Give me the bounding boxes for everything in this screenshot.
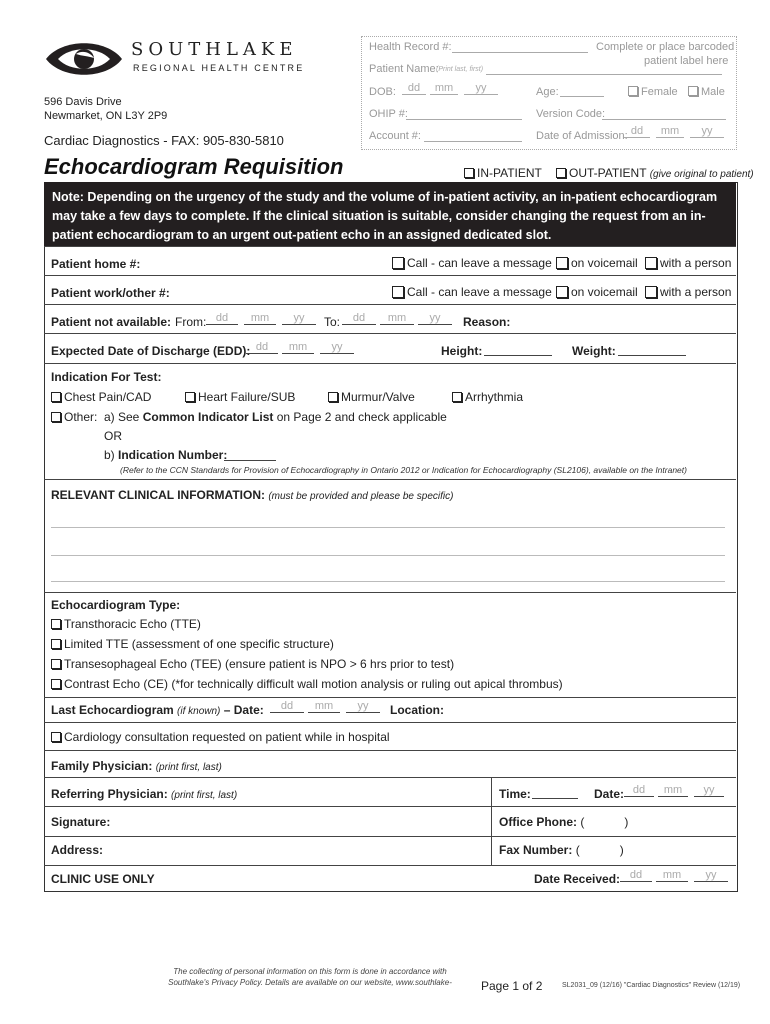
murmur-valve-label: Murmur/Valve xyxy=(341,390,415,404)
family-physician-label: Family Physician: xyxy=(51,759,153,773)
barcode-note-2: patient label here xyxy=(644,55,729,67)
patient-home-label: Patient home #: xyxy=(51,257,141,271)
indication-reference: (Refer to the CCN Standards for Provision of Echocardiography in Ontario 2012 or Indication for Echocardiography (SL2106), available on the Intranet) xyxy=(120,465,687,475)
reason-label: Reason: xyxy=(463,315,511,329)
clinical-info-label: RELEVANT CLINICAL INFORMATION: xyxy=(51,488,265,502)
family-physician-hint: (print first, last) xyxy=(155,762,222,773)
admission-dd[interactable]: dd xyxy=(624,125,650,138)
family-physician-heading xyxy=(51,759,222,773)
address-row xyxy=(44,836,736,865)
received-dd[interactable]: dd xyxy=(620,869,652,882)
heart-failure-checkbox[interactable] xyxy=(185,390,295,404)
privacy-line-1: The collecting of personal information on this form is done in accordance with xyxy=(173,967,447,976)
location-label: Location: xyxy=(390,703,444,717)
common-indicator-list-label: Common Indicator List xyxy=(142,410,274,424)
referring-yy[interactable]: yy xyxy=(694,784,724,797)
tte-checkbox[interactable] xyxy=(51,617,201,631)
org-address-line2: Newmarket, ON L3Y 2P9 xyxy=(44,110,168,122)
arrhythmia-label: Arrhythmia xyxy=(465,390,524,404)
referring-date-label: Date: xyxy=(594,787,625,801)
heart-failure-label: Heart Failure/SUB xyxy=(198,390,296,404)
privacy-line-2: Southlake's Privacy Policy. Details are available on our website, www.southlake- xyxy=(168,978,452,987)
home-call-message-checkbox[interactable] xyxy=(392,256,552,270)
work-person-label: with a person xyxy=(660,285,732,299)
other-a-prefix: a) See xyxy=(104,410,140,424)
age-field[interactable] xyxy=(560,84,604,97)
last-echo-yy[interactable]: yy xyxy=(346,700,380,713)
clinical-info-line-1[interactable] xyxy=(51,527,725,528)
out-patient-note: (give original to patient) xyxy=(649,169,754,180)
clinical-info-line-3[interactable] xyxy=(51,581,725,582)
height-field[interactable] xyxy=(484,343,552,356)
other-label: Other: xyxy=(64,410,98,424)
indication-number-field[interactable] xyxy=(224,448,276,461)
home-voicemail-checkbox[interactable] xyxy=(556,256,638,270)
work-call-message-checkbox[interactable] xyxy=(392,285,552,299)
referring-heading xyxy=(51,787,237,801)
health-record-label: Health Record #: xyxy=(369,41,452,53)
privacy-footer xyxy=(150,966,470,988)
female-checkbox[interactable] xyxy=(628,86,678,98)
last-echo-dd[interactable]: dd xyxy=(270,700,304,713)
from-label: From: xyxy=(175,315,207,329)
out-patient-checkbox[interactable] xyxy=(556,166,754,180)
dob-label: DOB: xyxy=(369,86,396,98)
received-yy[interactable]: yy xyxy=(694,869,728,882)
limited-tte-checkbox[interactable] xyxy=(51,637,334,651)
last-echo-hint: (if known) xyxy=(177,706,221,717)
signature-row xyxy=(44,806,736,837)
form-title: Echocardiogram Requisition xyxy=(44,154,344,179)
edd-yy[interactable]: yy xyxy=(320,341,354,354)
murmur-valve-checkbox[interactable] xyxy=(328,390,415,404)
form-code: SL2031_09 (12/16) "Cardiac Diagnostics" Review (12/19) xyxy=(562,982,741,989)
barcode-note-1: Complete or place barcoded xyxy=(596,41,735,53)
chest-pain-label: Chest Pain/CAD xyxy=(64,390,152,404)
other-b-prefix: b) xyxy=(104,448,115,462)
org-name: SOUTHLAKE xyxy=(131,39,298,60)
edd-label: Expected Date of Discharge (EDD): xyxy=(51,344,251,358)
to-label: To: xyxy=(324,315,341,329)
version-code-label: Version Code: xyxy=(536,108,606,120)
time-label: Time: xyxy=(499,787,531,801)
last-echo-label: Last Echocardiogram xyxy=(51,703,174,717)
referring-mm[interactable]: mm xyxy=(658,784,688,797)
contrast-echo-label: Contrast Echo (CE) (*for technically difficult wall motion analysis or ruling out apical thrombus) xyxy=(64,677,563,691)
indication-heading: Indication For Test: xyxy=(51,370,162,384)
version-code-field[interactable] xyxy=(602,107,726,120)
clinical-info-line-2[interactable] xyxy=(51,555,725,556)
out-patient-label: OUT-PATIENT xyxy=(569,166,647,180)
edd-mm[interactable]: mm xyxy=(282,341,314,354)
referring-hint: (print first, last) xyxy=(171,790,238,801)
work-call-message-label: Call - can leave a message xyxy=(407,285,552,299)
not-available-label: Patient not available: xyxy=(51,315,172,329)
patient-name-field[interactable] xyxy=(486,62,722,75)
org-address-line1: 596 Davis Drive xyxy=(44,96,122,108)
dob-mm[interactable]: mm xyxy=(430,82,458,95)
org-subtitle: REGIONAL HEALTH CENTRE xyxy=(133,63,305,73)
male-label: Male xyxy=(701,86,725,98)
cardiology-consult-checkbox[interactable] xyxy=(51,730,390,744)
or-label: OR xyxy=(104,429,122,443)
dob-yy[interactable]: yy xyxy=(464,82,498,95)
arrhythmia-checkbox[interactable] xyxy=(452,390,523,404)
other-a-line xyxy=(104,410,447,424)
tee-checkbox[interactable] xyxy=(51,657,454,671)
in-patient-label: IN-PATIENT xyxy=(477,166,542,180)
office-phone-label: Office Phone: ( ) xyxy=(499,815,629,829)
home-call-message-label: Call - can leave a message xyxy=(407,256,552,270)
account-label: Account #: xyxy=(369,130,421,142)
from-dd[interactable]: dd xyxy=(206,312,238,325)
patient-work-label: Patient work/other #: xyxy=(51,286,170,300)
time-field[interactable] xyxy=(532,786,578,799)
urgency-note: Note: Depending on the urgency of the study and the volume of in-patient activity, an in-patient echocardiogram may take a few days to complete. If the clinical situation is suitable, consider changing the request from an in-patient echocardiogram to an urgent out-patient echo in an assigned dedicated slot. xyxy=(44,182,736,246)
weight-field[interactable] xyxy=(618,343,686,356)
work-person-checkbox[interactable] xyxy=(645,285,731,299)
cardiology-consult-label: Cardiology consultation requested on patient while in hospital xyxy=(64,730,390,744)
work-voicemail-checkbox[interactable] xyxy=(556,285,638,299)
to-yy[interactable]: yy xyxy=(418,312,452,325)
in-patient-checkbox[interactable] xyxy=(464,166,542,180)
last-echo-mm[interactable]: mm xyxy=(308,700,340,713)
to-dd[interactable]: dd xyxy=(342,312,376,325)
account-field[interactable] xyxy=(424,129,522,142)
referring-dd[interactable]: dd xyxy=(624,784,654,797)
patient-name-hint: (Print last, first) xyxy=(436,66,484,73)
fax-number-label: Fax Number: ( ) xyxy=(499,843,624,857)
height-label: Height: xyxy=(441,344,483,358)
clinical-info-hint: (must be provided and please be specific) xyxy=(268,491,454,502)
edd-dd[interactable]: dd xyxy=(246,341,278,354)
received-mm[interactable]: mm xyxy=(656,869,688,882)
limited-tte-label: Limited TTE (assessment of one specific structure) xyxy=(64,637,334,651)
department-fax: Cardiac Diagnostics - FAX: 905-830-5810 xyxy=(44,133,284,148)
signature-label: Signature: xyxy=(51,815,111,829)
echo-type-heading: Echocardiogram Type: xyxy=(51,598,181,612)
tte-label: Transthoracic Echo (TTE) xyxy=(64,617,201,631)
home-person-checkbox[interactable] xyxy=(645,256,731,270)
indication-number-label: Indication Number: xyxy=(118,448,228,462)
fax-number-text: Fax Number: xyxy=(499,843,573,857)
female-label: Female xyxy=(641,86,678,98)
home-person-label: with a person xyxy=(660,256,732,270)
work-voicemail-label: on voicemail xyxy=(571,285,638,299)
tee-label: Transesophageal Echo (TEE) (ensure patient is NPO > 6 hrs prior to test) xyxy=(64,657,455,671)
date-received-label: Date Received: xyxy=(534,872,621,886)
other-b-line xyxy=(104,448,227,462)
clinic-use-label: CLINIC USE ONLY xyxy=(51,872,155,886)
weight-label: Weight: xyxy=(572,344,616,358)
date-of-admission-label: Date of Admission: xyxy=(536,130,628,142)
other-a-suffix: on Page 2 and check applicable xyxy=(276,410,447,424)
ohip-label: OHIP #: xyxy=(369,108,408,120)
male-checkbox[interactable] xyxy=(688,86,725,98)
to-mm[interactable]: mm xyxy=(380,312,414,325)
page-number: Page 1 of 2 xyxy=(481,979,543,993)
age-label: Age: xyxy=(536,86,559,98)
other-checkbox[interactable] xyxy=(51,410,97,424)
referring-label: Referring Physician: xyxy=(51,787,168,801)
from-mm[interactable]: mm xyxy=(244,312,276,325)
chest-pain-checkbox[interactable] xyxy=(51,390,151,404)
dob-dd[interactable]: dd xyxy=(402,82,426,95)
home-voicemail-label: on voicemail xyxy=(571,256,638,270)
health-record-field[interactable] xyxy=(452,40,588,53)
patient-name-label: Patient Name: xyxy=(369,63,439,75)
admission-yy[interactable]: yy xyxy=(690,125,724,138)
southlake-logo-icon xyxy=(44,36,124,82)
last-echo-heading xyxy=(51,703,264,717)
admission-mm[interactable]: mm xyxy=(656,125,684,138)
ohip-field[interactable] xyxy=(406,107,522,120)
last-echo-date-label: – Date: xyxy=(223,703,264,717)
contrast-echo-checkbox[interactable] xyxy=(51,677,563,691)
office-phone-text: Office Phone: xyxy=(499,815,578,829)
clinical-info-heading xyxy=(51,488,453,502)
address-label: Address: xyxy=(51,843,104,857)
from-yy[interactable]: yy xyxy=(282,312,316,325)
